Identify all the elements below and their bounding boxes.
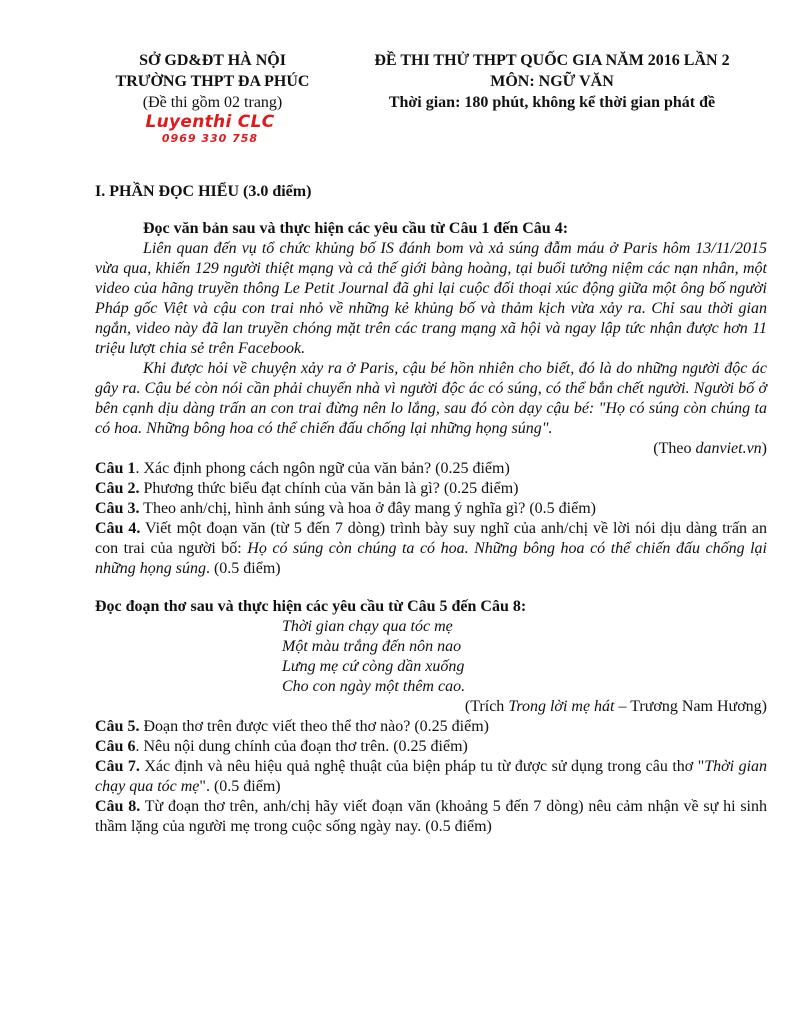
subject-name: MÔN: NGỮ VĂN [490, 73, 614, 90]
question-6 [95, 737, 767, 757]
time-limit: Thời gian: 180 phút, không kể thời gian phát đề [388, 94, 716, 111]
question-label: Câu 6 [95, 738, 136, 755]
source-prefix: (Theo [653, 440, 696, 457]
poem-source-prefix: (Trích [464, 698, 509, 715]
reading-instruction: Đọc văn bản sau và thực hiện các yêu cầu từ Câu 1 đến Câu 4: [143, 220, 569, 237]
question-label: Câu 1 [95, 460, 136, 477]
question-label: Câu 8. [95, 798, 141, 815]
question-1 [95, 459, 767, 479]
poem-line: Một màu trắng đến nôn nao [282, 638, 462, 655]
poem-line: Cho con ngày một thêm cao. [282, 678, 466, 695]
question-label: Câu 7. [95, 758, 140, 775]
question-3 [95, 499, 767, 519]
reading-passage [95, 239, 767, 439]
poem-source-author: – Trương Nam Hương) [614, 698, 767, 715]
question-8 [95, 797, 767, 837]
question-text: Theo anh/chị, hình ảnh súng và hoa ở đây mang ý nghĩa gì? (0.5 điểm) [139, 500, 596, 517]
question-text: . Xác định phong cách ngôn ngữ của văn bản? (0.25 điểm) [135, 460, 510, 477]
question-text: Từ đoạn thơ trên, anh/chị hãy viết đoạn văn (khoảng 5 đến 7 dòng) nêu cảm nhận về sự hi sinh thầm lặng của người mẹ trong cuộc sống ngày nay. (0.5 điểm) [95, 798, 768, 835]
question-text: Đoạn thơ trên được viết theo thể thơ nào? (0.25 điểm) [139, 718, 489, 735]
question-text: Xác định và nêu hiệu quả nghệ thuật của biện pháp tu từ được sử dụng trong câu thơ " [139, 758, 705, 775]
question-7 [95, 757, 767, 797]
passage-paragraph-2: Khi được hỏi về chuyện xảy ra ở Paris, cậu bé hồn nhiên cho biết, đó là do những người độc ác gây ra. Cậu bé còn nói cần phải chuyển nhà vì người độc ác có súng, có thể bắn chết người. Người bố ở bên cạnh dịu dàng trấn an con trai đừng nên lo lắng, sau đó còn dạy cậu bé: "Họ có súng còn chúng ta có hoa. Những bông hoa có thể chiến đấu chống lại những họng súng". [95, 360, 767, 437]
section-title: I. PHẦN ĐỌC HIỂU (3.0 điểm) [95, 183, 312, 200]
passage-source [95, 439, 767, 459]
logo-phone: 0969 330 758 [161, 132, 259, 145]
school-header [95, 50, 330, 113]
question-text: Phương thức biểu đạt chính của văn bản là gì? (0.25 điểm) [139, 480, 519, 497]
department-name: SỞ GD&ĐT HÀ NỘI [139, 52, 286, 69]
source-suffix: ) [761, 440, 767, 457]
poem-line: Thời gian chạy qua tóc mẹ [282, 618, 453, 635]
exam-body [95, 182, 767, 837]
poem-line: Lưng mẹ cứ còng dần xuống [282, 658, 465, 675]
question-5 [95, 717, 767, 737]
watermark-logo [130, 113, 290, 145]
question-text: Viết một đoạn văn (từ 5 đến 7 dòng) trình bày suy nghĩ của anh/chị về lời nói dịu dàng trấn an con trai của người bố: [95, 520, 767, 557]
question-points: . (0.5 điểm) [205, 560, 281, 577]
school-name: TRƯỜNG THPT ĐA PHÚC [115, 73, 310, 90]
poem-source [95, 697, 767, 717]
source-name: danviet.vn [695, 440, 762, 457]
question-label: Câu 5. [95, 718, 140, 735]
question-quote: Thời gian chạy qua tóc mẹ [95, 758, 768, 795]
question-text: . Nêu nội dung chính của đoạn thơ trên. (0.25 điểm) [135, 738, 468, 755]
poem-instruction: Đọc đoạn thơ sau và thực hiện các yêu cầu từ Câu 5 đến Câu 8: [95, 598, 527, 615]
poem-work-title: Trong lời mẹ hát [508, 698, 615, 715]
question-4 [95, 519, 767, 579]
passage-paragraph-1: Liên quan đến vụ tổ chức khủng bố IS đánh bom và xả súng đẫm máu ở Paris hôm 13/11/2015 vừa qua, khiến 129 người thiệt mạng và cả thế giới bàng hoàng, tại buổi tưởng niệm các nạn nhân, một video của hãng truyền thông Le Petit Journal đã ghi lại cuộc đối thoại xúc động giữa một ông bố người Pháp gốc Việt và cậu con trai nhỏ về những kẻ khủng bố và thảm kịch vừa xảy ra. Chỉ sau thời gian ngắn, video này đã lan truyền chóng mặt trên các trang mạng xã hội và ngay lập tức nhận được hơn 11 triệu lượt chia sẻ trên Facebook. [95, 240, 767, 357]
question-label: Câu 2. [95, 480, 140, 497]
exam-header [352, 50, 752, 113]
question-label: Câu 4. [95, 520, 141, 537]
question-label: Câu 3. [95, 500, 140, 517]
question-quote: Họ có súng còn chúng ta có hoa. Những bông hoa có thể chiến đấu chống lại những họng súng [95, 540, 767, 577]
exam-title: ĐỀ THI THỬ THPT QUỐC GIA NĂM 2016 LẦN 2 [374, 52, 730, 69]
question-2 [95, 479, 767, 499]
question-points: ". (0.5 điểm) [199, 778, 281, 795]
page-count-note: (Đề thi gồm 02 trang) [142, 94, 283, 111]
poem-excerpt [282, 617, 767, 697]
logo-brand: Luyenthi CLC [145, 112, 275, 132]
